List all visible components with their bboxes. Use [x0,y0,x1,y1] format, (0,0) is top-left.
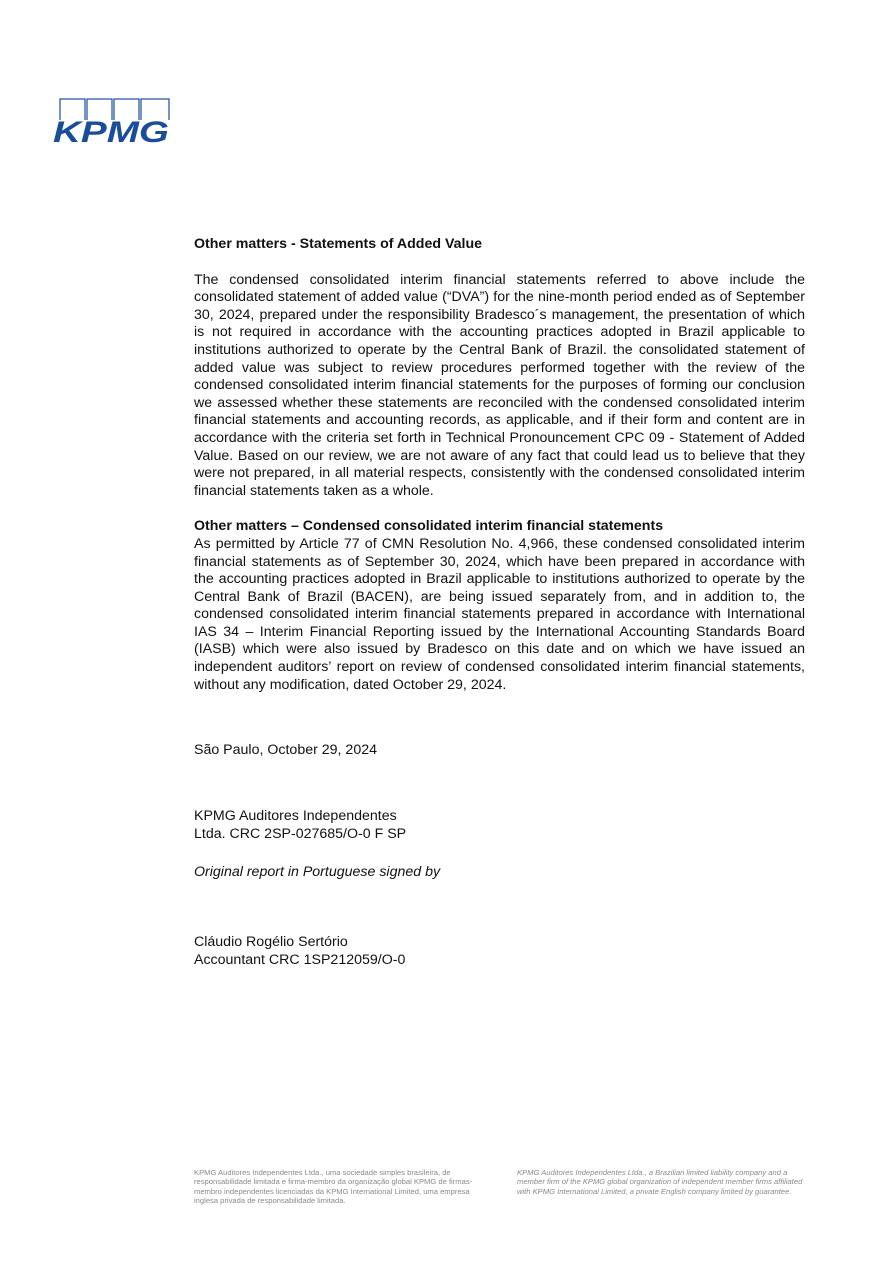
kpmg-logo [52,98,172,146]
signed-note: Original report in Portuguese signed by [194,864,441,881]
section-heading-condensed-statements: Other matters – Condensed consolidated interim financial statements [194,518,664,535]
footer-portuguese: KPMG Auditores Independentes Ltda., uma sociedade simples brasileira, de responsabilidade limitada e firma-membro da organização global KPMG de firmas-membro independentes licenciadas da KPMG International Limited, uma empresa inglesa privada de responsabilidade limitada. [194,1168,473,1206]
svg-text:KPMG: KPMG [53,116,169,146]
paragraph-added-value: The condensed consolidated interim financial statements referred to above include the consolidated statement of added value (“DVA”) for the nine-month period ended as of September 30, 2024, prepared under the responsibility Bradesco´s management, the presentation of which is not required in accordance with the accounting practices adopted in Brazil applicable to institutions authorized to operate by the Central Bank of Brazil. the consolidated statement of added value was subject to review procedures performed together with the review of the condensed consolidated interim financial statements for the purposes of forming our conclusion we assessed whether these statements are reconciled with the condensed consolidated interim financial statements and accounting records, as applicable, and if their form and content are in accordance with the criteria set forth in Technical Pronouncement CPC 09 - Statement of Added Value. Based on our review, we are not aware of any fact that could lead us to believe that they were not prepared, in all material respects, consistently with the condensed consolidated interim financial statements taken as a whole. [194,271,805,499]
report-body [194,236,805,969]
place-date: São Paulo, October 29, 2024 [194,742,377,759]
firm-name: KPMG Auditores Independentes [194,808,397,825]
signer-name: Cláudio Rogélio Sertório [194,934,348,951]
footer-english: KPMG Auditores Independentes Ltda., a Brazilian limited liability company and a member firm of the KPMG global organization of independent member firms affiliated with KPMG International Limited, a private English company limited by guarantee. [517,1168,803,1196]
paragraph-condensed-statements: As permitted by Article 77 of CMN Resolution No. 4,966, these condensed consolidated interim financial statements as of September 30, 2024, which have been prepared in accordance with the accounting practices adopted in Brazil applicable to institutions authorized to operate by the Central Bank of Brazil (BACEN), are being issued separately from, and in addition to, the condensed consolidated interim financial statements prepared in accordance with International IAS 34 – Interim Financial Reporting issued by the International Accounting Standards Board (IASB) which were also issued by Bradesco on this date and on which we have issued an independent auditors’ report on review of condensed consolidated interim financial statements, without any modification, dated October 29, 2024. [194,535,805,693]
section-heading-added-value: Other matters - Statements of Added Value [194,236,483,252]
signer-title: Accountant CRC 1SP212059/O-0 [194,952,406,969]
firm-registration: Ltda. CRC 2SP-027685/O-0 F SP [194,826,407,843]
